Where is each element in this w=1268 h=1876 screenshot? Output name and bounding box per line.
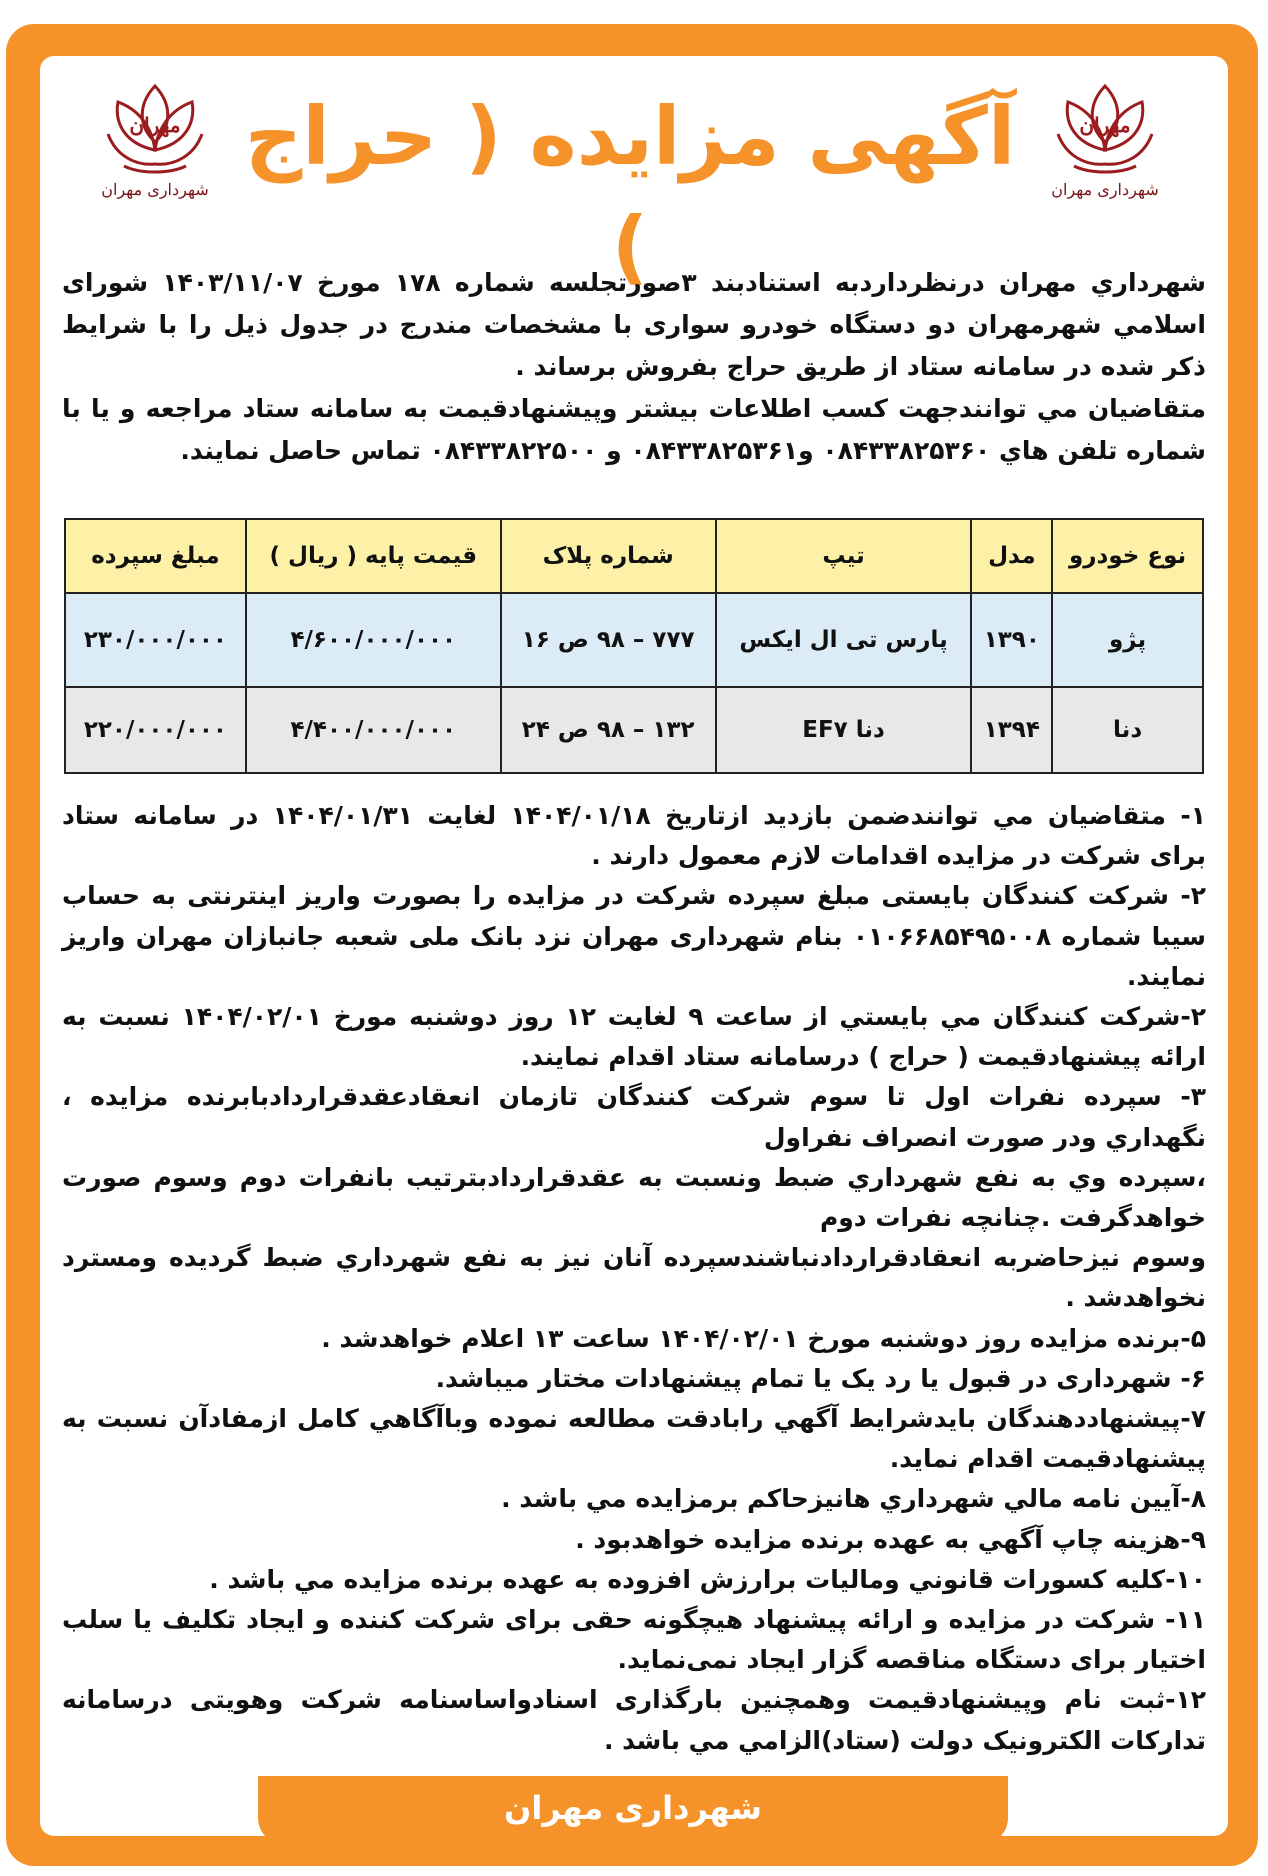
condition-item: ۲-شرکت کنندگان مي بایستي از ساعت ۹ لغایت ۱۲ روز دوشنبه مورخ ۱۴۰۴/۰۲/۰۱ نسبت به ارائه پیشنهادقیمت ( حراج ) درسامانه ستاد اقدام نمایند. [62, 1002, 1206, 1072]
header-trim: تیپ [716, 519, 972, 593]
logo-monogram: مهران [129, 113, 181, 137]
cell-plate-number: ۷۷۷ – ۹۸ ص ۱۶ [501, 593, 716, 687]
municipality-logo-left [90, 80, 220, 220]
footer-signature: شهرداری مهران [258, 1776, 1008, 1844]
vehicle-table [64, 518, 1204, 774]
header-base-price: قیمت پایه ( ریال ) [246, 519, 501, 593]
condition-item: ۱۱- شرکت در مزایده و ارائه پیشنهاد هیچگونه حقی برای شرکت کننده و ایجاد تکلیف یا سلب اختیار برای دستگاه مناقصه گزار ایجاد نمی‌نماید. [62, 1605, 1206, 1675]
intro-text [62, 262, 1206, 472]
header-model: مدل [971, 519, 1052, 593]
condition-item: ۳- سپرده نفرات اول تا سوم شرکت کنندگان تازمان انعقادعقدقراردادبابرنده مزایده ، نگهداري ودر صورت انصراف نفراول [62, 1082, 1206, 1152]
cell-base-price: ۴/۶۰۰/۰۰۰/۰۰۰ [246, 593, 501, 687]
condition-item: ۱۰-کلیه کسورات قانوني ومالیات برارزش افزوده به عهده برنده مزایده مي باشد . [209, 1564, 1206, 1594]
cell-trim: پارس تی ال ایکس [716, 593, 972, 687]
header-plate-number: شماره پلاک [501, 519, 716, 593]
cell-plate-number: ۱۳۲ – ۹۸ ص ۲۴ [501, 687, 716, 773]
header-vehicle-type: نوع خودرو [1052, 519, 1203, 593]
municipality-logo-right [1040, 80, 1170, 220]
cell-base-price: ۴/۴۰۰/۰۰۰/۰۰۰ [246, 687, 501, 773]
cell-trim: دنا EF۷ [716, 687, 972, 773]
cell-model: ۱۳۹۰ [971, 593, 1052, 687]
logo-caption: شهرداری مهران [101, 180, 209, 199]
condition-item: ۶- شهرداری در قبول یا رد یک یا تمام پیشنهادات مختار میباشد. [435, 1363, 1206, 1393]
cell-vehicle-type: پژو [1052, 593, 1203, 687]
cell-vehicle-type: دنا [1052, 687, 1203, 773]
condition-item: ،سپرده وي به نفع شهرداري ضبط ونسبت به عقدقراردادبترتیب بانفرات دوم وسوم صورت خواهدگرفت .چنانچه نفرات دوم [62, 1162, 1206, 1233]
lotus-emblem-icon [1050, 80, 1160, 178]
condition-item: ۹-هزینه چاپ آگهي به عهده برنده مزایده خواهدبود . [575, 1524, 1206, 1554]
lotus-emblem-icon [100, 80, 210, 178]
table-header-row [65, 519, 1203, 593]
condition-item: ۱- متقاضیان مي توانندضمن بازدید ازتاریخ ۱۴۰۴/۰۱/۱۸ لغایت ۱۴۰۴/۰۱/۳۱ در سامانه ستاد برای شرکت در مزایده اقدامات لازم معمول دارند . [62, 801, 1206, 871]
intro-paragraph: شهرداري مهران درنظرداردبه استنادبند ۳صورتجلسه شماره ۱۷۸ مورخ ۱۴۰۳/۱۱/۰۷ شورای اسلامي شهرمهران دو دستگاه خودرو سواری با مشخصات مندرج در جدول ذیل را با شرایط ذکر شده در سامانه ستاد از طریق حراج بفروش برساند . [62, 268, 1206, 381]
condition-item: ۱۲-ثبت نام وپیشنهادقیمت وهمچنین بارگذاری اسنادواساسنامه شرکت وهویتی درسامانه تدارکات الکترونیک دولت (ستاد)الزامي مي باشد . [62, 1685, 1206, 1755]
condition-item: وسوم نیزحاضربه انعقادقراردادنباشندسپرده آنان نیز به نفع شهرداري ضبط گردیده ومسترد نخواهدشد . [62, 1243, 1206, 1313]
cell-model: ۱۳۹۴ [971, 687, 1052, 773]
conditions-list [62, 796, 1206, 1761]
intro-paragraph: متقاضیان مي توانندجهت کسب اطلاعات بیشتر وپیشنهادقیمت به سامانه ستاد مراجعه و یا با شماره تلفن هاي ۰۸۴۳۳۸۲۵۳۶۰ و۰۸۴۳۳۸۲۵۳۶۱ و ۰۸۴۳۳۸۲۲۵۰۰ تماس حاصل نمایند. [62, 394, 1206, 465]
notice-title: آگهی مزایده ( حراج ) [244, 90, 1016, 293]
cell-deposit: ۲۲۰/۰۰۰/۰۰۰ [65, 687, 246, 773]
condition-item: ۸-آیین نامه مالي شهرداري هانیزحاکم برمزایده مي باشد . [501, 1484, 1206, 1514]
cell-deposit: ۲۳۰/۰۰۰/۰۰۰ [65, 593, 246, 687]
header-deposit: مبلغ سپرده [65, 519, 246, 593]
logo-monogram: مهران [1079, 113, 1131, 137]
logo-caption: شهرداری مهران [1051, 180, 1159, 199]
condition-item: ۲- شرکت کنندگان بایستی مبلغ سپرده شرکت در مزایده را بصورت واریز اینترنتی به حساب سیبا شماره ۰۱۰۶۶۸۵۴۹۵۰۰۸ بنام شهرداری مهران نزد بانک ملی شعبه جانبازان مهران واریز نمایند. [62, 881, 1206, 991]
table-row [65, 687, 1203, 773]
condition-item: ۵-برنده مزایده روز دوشنبه مورخ ۱۴۰۴/۰۲/۰۱ ساعت ۱۳ اعلام خواهدشد . [321, 1323, 1206, 1353]
table-row [65, 593, 1203, 687]
condition-item: ۷-پیشنهاددهندگان بایدشرایط آگهي رابادقت مطالعه نموده وباآگاهي کامل ازمفادآن نسبت به پیشنهادقیمت اقدام نماید. [62, 1404, 1206, 1474]
